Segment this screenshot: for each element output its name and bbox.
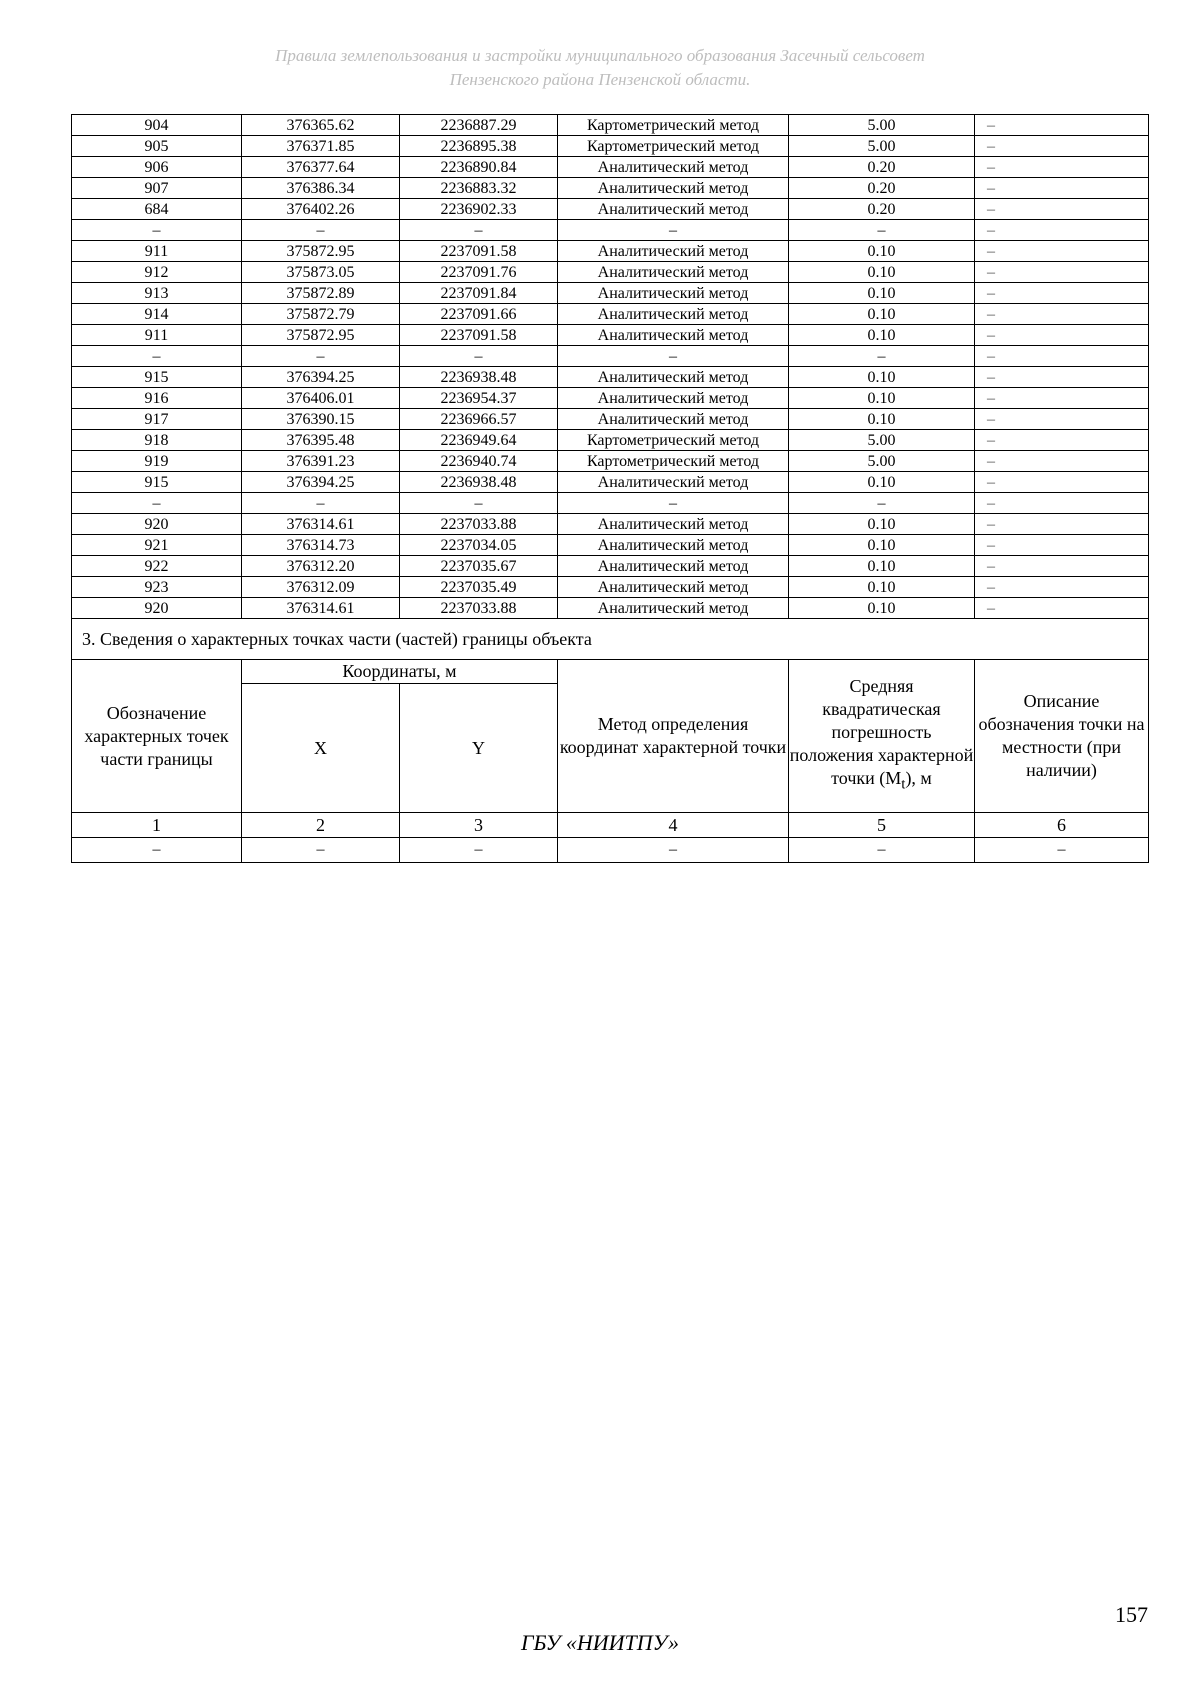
table-cell: Аналитический метод [558, 241, 789, 262]
table-row [72, 220, 1149, 241]
table-cell: – [975, 241, 1149, 262]
table-row [72, 325, 1149, 346]
table-cell: – [400, 346, 558, 367]
table-cell: – [558, 220, 789, 241]
table-cell: 917 [72, 409, 242, 430]
table-cell: 0.10 [789, 325, 975, 346]
table-cell: 376395.48 [242, 430, 400, 451]
table-cell: Аналитический метод [558, 535, 789, 556]
table-cell: Картометрический метод [558, 430, 789, 451]
table-cell: 911 [72, 241, 242, 262]
table-row [72, 556, 1149, 577]
table-cell: 376314.61 [242, 598, 400, 619]
table-cell: 376394.25 [242, 472, 400, 493]
table-row [72, 241, 1149, 262]
table-cell: Аналитический метод [558, 157, 789, 178]
table-cell: Аналитический метод [558, 388, 789, 409]
table-cell: – [975, 598, 1149, 619]
table-cell: – [72, 493, 242, 514]
table-row [72, 493, 1149, 514]
table-cell: Аналитический метод [558, 325, 789, 346]
header-coordinates: Координаты, м [242, 660, 558, 684]
table-cell: 2236949.64 [400, 430, 558, 451]
table-cell: 2237091.58 [400, 241, 558, 262]
table-row [72, 367, 1149, 388]
table-cell: 376390.15 [242, 409, 400, 430]
table-cell: 2237091.84 [400, 283, 558, 304]
table-cell: 0.10 [789, 577, 975, 598]
table-cell: 905 [72, 136, 242, 157]
table-cell: 375873.05 [242, 262, 400, 283]
table-row [72, 514, 1149, 535]
section3-title: 3. Сведения о характерных точках части (частей) границы объекта [72, 619, 1149, 660]
table-row [72, 304, 1149, 325]
page-number: 157 [1115, 1602, 1148, 1627]
table-cell: 0.20 [789, 178, 975, 199]
table-cell: 0.10 [789, 283, 975, 304]
table-cell: Картометрический метод [558, 115, 789, 136]
table-cell: – [975, 838, 1149, 863]
table-cell: 913 [72, 283, 242, 304]
table-cell: 684 [72, 199, 242, 220]
table-cell: – [789, 220, 975, 241]
table-cell: Аналитический метод [558, 514, 789, 535]
table-cell: – [789, 493, 975, 514]
header-description: Описание обозначения точки на местности (при наличии) [975, 660, 1149, 813]
table-cell: – [975, 136, 1149, 157]
table-cell: – [975, 304, 1149, 325]
header-error-suffix: ), м [905, 768, 932, 789]
table-cell: 904 [72, 115, 242, 136]
table-cell: – [975, 220, 1149, 241]
table-cell: – [975, 556, 1149, 577]
column-number: 1 [72, 813, 242, 838]
table-cell: 0.20 [789, 199, 975, 220]
table-cell: 0.10 [789, 598, 975, 619]
table-cell: 2237091.76 [400, 262, 558, 283]
table-cell: 907 [72, 178, 242, 199]
running-header [0, 44, 1200, 92]
table-row [72, 178, 1149, 199]
table-cell: – [975, 472, 1149, 493]
table-cell: 915 [72, 367, 242, 388]
table-cell: 916 [72, 388, 242, 409]
table-cell: 0.10 [789, 472, 975, 493]
table-cell: 920 [72, 598, 242, 619]
table-cell: 375872.95 [242, 325, 400, 346]
table-cell: 0.10 [789, 556, 975, 577]
header-error [789, 660, 975, 813]
table-cell: 5.00 [789, 136, 975, 157]
table-cell: – [975, 325, 1149, 346]
table-cell: 918 [72, 430, 242, 451]
table-cell: 0.10 [789, 409, 975, 430]
table-cell: 0.10 [789, 535, 975, 556]
table-cell: – [975, 514, 1149, 535]
table-cell: – [975, 283, 1149, 304]
header-error-sub: t [901, 776, 906, 793]
table-cell: 5.00 [789, 451, 975, 472]
table-cell: 0.10 [789, 514, 975, 535]
table-row [72, 451, 1149, 472]
page-footer: ГБУ «НИИТПУ» [520, 1630, 680, 1655]
table-cell: 2237034.05 [400, 535, 558, 556]
table-cell: Аналитический метод [558, 367, 789, 388]
table-cell: 2237033.88 [400, 514, 558, 535]
table-cell: 0.10 [789, 304, 975, 325]
section3-block [72, 619, 1149, 863]
table-cell: 2236938.48 [400, 367, 558, 388]
table-row [72, 409, 1149, 430]
table-cell: – [975, 430, 1149, 451]
table-cell: 919 [72, 451, 242, 472]
table-cell: 922 [72, 556, 242, 577]
table-row [72, 115, 1149, 136]
header-designation: Обозначение характерных точек части границы [72, 660, 242, 813]
header-method: Метод определения координат характерной точки [558, 660, 789, 813]
table-cell: Аналитический метод [558, 178, 789, 199]
column-number: 5 [789, 813, 975, 838]
table-cell: – [975, 262, 1149, 283]
table-row [72, 346, 1149, 367]
table-cell: 2236954.37 [400, 388, 558, 409]
table-cell: 906 [72, 157, 242, 178]
table-cell: 376394.25 [242, 367, 400, 388]
table-cell: – [72, 220, 242, 241]
table-cell: 0.20 [789, 157, 975, 178]
column-number: 4 [558, 813, 789, 838]
table-cell: – [242, 838, 400, 863]
table-cell: 921 [72, 535, 242, 556]
section3-empty-row [72, 838, 1149, 863]
running-header-line1: Правила землепользования и застройки муниципального образования Засечный сельсовет [275, 46, 925, 65]
table-cell: 2236938.48 [400, 472, 558, 493]
table-cell: 915 [72, 472, 242, 493]
table-cell: 2236895.38 [400, 136, 558, 157]
table-cell: – [975, 535, 1149, 556]
table-cell: 920 [72, 514, 242, 535]
table-cell: 0.10 [789, 367, 975, 388]
table-cell: 375872.95 [242, 241, 400, 262]
table-cell: 2236887.29 [400, 115, 558, 136]
table-cell: 376406.01 [242, 388, 400, 409]
table-cell: 2237091.66 [400, 304, 558, 325]
table-cell: – [975, 388, 1149, 409]
table-cell: – [242, 220, 400, 241]
table-cell: Аналитический метод [558, 556, 789, 577]
table-row [72, 535, 1149, 556]
table-cell: 2236883.32 [400, 178, 558, 199]
table-cell: – [558, 838, 789, 863]
table-cell: – [975, 199, 1149, 220]
table-row [72, 157, 1149, 178]
table-cell: 2236902.33 [400, 199, 558, 220]
table-cell: 5.00 [789, 430, 975, 451]
table-cell: – [975, 346, 1149, 367]
table-cell: – [558, 346, 789, 367]
table-cell: 923 [72, 577, 242, 598]
table-cell: 376391.23 [242, 451, 400, 472]
table-cell: 0.10 [789, 241, 975, 262]
table-cell: 0.10 [789, 388, 975, 409]
table-row [72, 472, 1149, 493]
table-row [72, 388, 1149, 409]
table-cell: Аналитический метод [558, 283, 789, 304]
table-cell: – [975, 451, 1149, 472]
table-cell: – [400, 838, 558, 863]
header-y: Y [400, 684, 558, 813]
table-cell: – [789, 346, 975, 367]
column-number: 2 [242, 813, 400, 838]
coordinates-table [71, 114, 1149, 863]
table-cell: – [975, 577, 1149, 598]
table-cell: 914 [72, 304, 242, 325]
table-cell: 376312.09 [242, 577, 400, 598]
table-cell: Аналитический метод [558, 598, 789, 619]
table-cell: 375872.89 [242, 283, 400, 304]
table-cell: 376365.62 [242, 115, 400, 136]
table-cell: Аналитический метод [558, 409, 789, 430]
coordinates-table-body [72, 115, 1149, 619]
table-cell: 5.00 [789, 115, 975, 136]
table-cell: 376386.34 [242, 178, 400, 199]
table-cell: 2237035.49 [400, 577, 558, 598]
table-row [72, 430, 1149, 451]
table-cell: – [558, 493, 789, 514]
table-cell: 2237035.67 [400, 556, 558, 577]
table-cell: – [242, 346, 400, 367]
table-cell: 0.10 [789, 262, 975, 283]
table-cell: 375872.79 [242, 304, 400, 325]
table-cell: 2236890.84 [400, 157, 558, 178]
table-cell: – [72, 838, 242, 863]
table-cell: 912 [72, 262, 242, 283]
table-cell: 911 [72, 325, 242, 346]
table-cell: – [400, 220, 558, 241]
table-cell: Аналитический метод [558, 262, 789, 283]
column-number-row [72, 813, 1149, 838]
table-cell: – [975, 367, 1149, 388]
table-cell: Аналитический метод [558, 472, 789, 493]
table-cell: 2237091.58 [400, 325, 558, 346]
header-x: X [242, 684, 400, 813]
table-cell: – [975, 178, 1149, 199]
table-cell: 2237033.88 [400, 598, 558, 619]
table-row [72, 136, 1149, 157]
column-number: 6 [975, 813, 1149, 838]
table-cell: Аналитический метод [558, 199, 789, 220]
table-cell: Картометрический метод [558, 136, 789, 157]
table-cell: 2236940.74 [400, 451, 558, 472]
table-cell: Аналитический метод [558, 304, 789, 325]
table-cell: – [789, 838, 975, 863]
table-cell: Картометрический метод [558, 451, 789, 472]
table-row [72, 262, 1149, 283]
table-row [72, 199, 1149, 220]
table-cell: – [975, 115, 1149, 136]
table-cell: 376314.73 [242, 535, 400, 556]
table-cell: 376371.85 [242, 136, 400, 157]
table-cell: – [242, 493, 400, 514]
table-cell: 376314.61 [242, 514, 400, 535]
table-cell: 2236966.57 [400, 409, 558, 430]
table-cell: – [975, 409, 1149, 430]
table-cell: – [400, 493, 558, 514]
table-row [72, 283, 1149, 304]
header-error-prefix: Средняя квадратическая погрешность положения характерной точки (M [789, 676, 974, 789]
running-header-line2: Пензенского района Пензенской области. [449, 70, 751, 89]
table-cell: – [975, 493, 1149, 514]
table-row [72, 598, 1149, 619]
table-cell: – [72, 346, 242, 367]
table-cell: 376312.20 [242, 556, 400, 577]
table-cell: 376377.64 [242, 157, 400, 178]
table-cell: Аналитический метод [558, 577, 789, 598]
column-number: 3 [400, 813, 558, 838]
table-cell: – [975, 157, 1149, 178]
table-cell: 376402.26 [242, 199, 400, 220]
table-row [72, 577, 1149, 598]
